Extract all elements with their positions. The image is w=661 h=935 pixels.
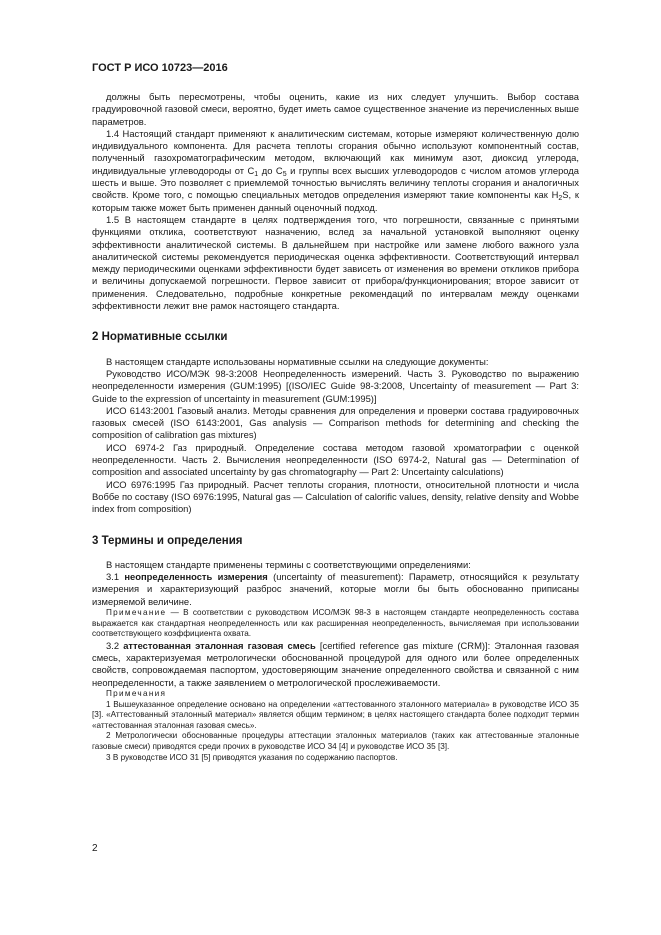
term-3-1: 3.1 неопределенность измерения (uncertainty of measurement): Параметр, относящийся к результату измерения и характеризующий разброс значений, которые могли бы быть обоснованно приписаны измеряемой величине. [92,571,580,607]
normative-ref-iso-6976: ИСО 6976:1995 Газ природный. Расчет теплоты сгорания, плотности, относительной плотности и числа Воббе по составу (ISO 6976:1995, Natural gas — Calculation of calorific values, density, relative density and Wobbe index from composition) [92,478,579,515]
term-3-1-note: Примечание — В соответствии с руководством ИСО/МЭК 98-3 в настоящем стандарте неопределенность состава выражается как стандартная неопределенность или как расширенная неопределенность, вычисляемая при использовании соответствующего коэффициента охвата. [92,607,579,639]
normative-intro: В настоящем стандарте использованы нормативные ссылки на следующие документы: [106,355,489,367]
terms-intro: В настоящем стандарте применены термины с соответствующими определениями: [106,558,471,570]
page-body [92,91,579,763]
normative-ref-iso-6143: ИСО 6143:2001 Газовый анализ. Методы сравнения для определения и проверки состава градуировочных газовых смесей (ISO 6143:2001, Gas analysis — Comparison methods for determining and checking the composition of calibration gas mixtures) [92,404,579,441]
section-3-heading: 3 Термины и определения [92,534,243,547]
term-3-2-note-3: 3 В руководстве ИСО 31 [5] приводятся указания по содержанию паспортов. [106,752,398,762]
intro-continuation: должны быть пересмотрены, чтобы оценить, какие из них следует улучшить. Выбор состава градуировочной газовой смеси, вероятно, будет иметь самое существенное значение из перечисленных выше параметров. [92,91,579,127]
document-header: ГОСТ Р ИСО 10723—2016 [92,62,228,74]
term-3-2: 3.2 аттестованная эталонная газовая смесь [certified reference gas mixture (CRM)]: Эталонная газовая смесь, характеризуемая метрологически обоснованной процедурой для одного или более определенных свойств, сопровождаемая паспортом, удостоверяющим значение определенного свойства и связанной с ним неопределенности, а также заявлением о метрологической прослеживаемости. [92,639,579,688]
clause-1-4: 1.4 Настоящий стандарт применяют к аналитическим системам, которые измеряют количественную долю индивидуального компонента. Для расчета теплоты сгорания обычно используют компонентный состав, полученный газохроматографическим методом, включающий как минимум азот, диоксид углерода, индивидуальные углеводороды от $С_1$ до $С_5$ и группы всех высших углеводородов с числом атомов углерода шесть и выше. Это позволяет с приемлемой точностью вычислять величину теплоты сгорания и аналогичных свойств. Кроме того, с помощью специальных методов определения измеряют такие компоненты как $H_2S$, к которым также может быть применен данный оценочный подход. [92,127,579,213]
term-3-2-note-2: 2 Метрологически обоснованные процедуры аттестации эталонных материалов (таких как аттестованные эталонные газовые смеси) приводятся среди прочих в руководстве ИСО 34 [4] и руководстве ИСО 35 [3]. [92,731,579,751]
term-3-2-note-1: 1 Вышеуказанное определение основано на определении «аттестованного эталонного материала» в руководстве ИСО 35 [3]. «Аттестованный эталонный материал» является общим термином; в целях настоящего стандарта более подходит термин «аттестованная эталонная газовая смесь». [92,699,579,730]
normative-ref-guide-98-3: Руководство ИСО/МЭК 98-3:2008 Неопределенность измерений. Часть 3. Руководство по выражению неопределенности измерения (GUM:1995) [(ISO/IEC Guide 98-3:2008, Uncertainty of measurement — Part 3: Guide to the expression of uncertainty in measurement (GUM:1995)] [92,367,579,404]
clause-1-5: 1.5 В настоящем стандарте в целях подтверждения того, что погрешности, связанные с принятыми функциями отклика, соответствуют назначению, вслед за начальной установкой выполняют оценку эффективности аналитической системы. В дальнейшем при настройке или замене любого важного узла аналитической системы рекомендуется периодическая оценка эффективности. Соответствующий интервал между периодическими оценками эффективности будет зависеть от изменения во времени откликов прибора и величины допускаемой погрешности. Первое зависит от прибора/функционирования; второе зависит от применения. Следовательно, подробные конкретные рекомендаций по интервалам между оценками эффективности лежит вне рамок настоящего стандарта. [92,213,579,312]
section-2-heading: 2 Нормативные ссылки [92,331,228,344]
term-3-2-notes-heading: Примечания [106,688,167,698]
normative-ref-iso-6974-2: ИСО 6974-2 Газ природный. Определение состава методом газовой хроматографии с оценкой неопределенности. Часть 2. Вычисления неопределенности (ISO 6974-2, Natural gas — Determination of composition and associated uncertainty by gas chromatography — Part 2: Uncertainty calculations) [92,441,579,478]
page-number: 2 [92,843,98,854]
